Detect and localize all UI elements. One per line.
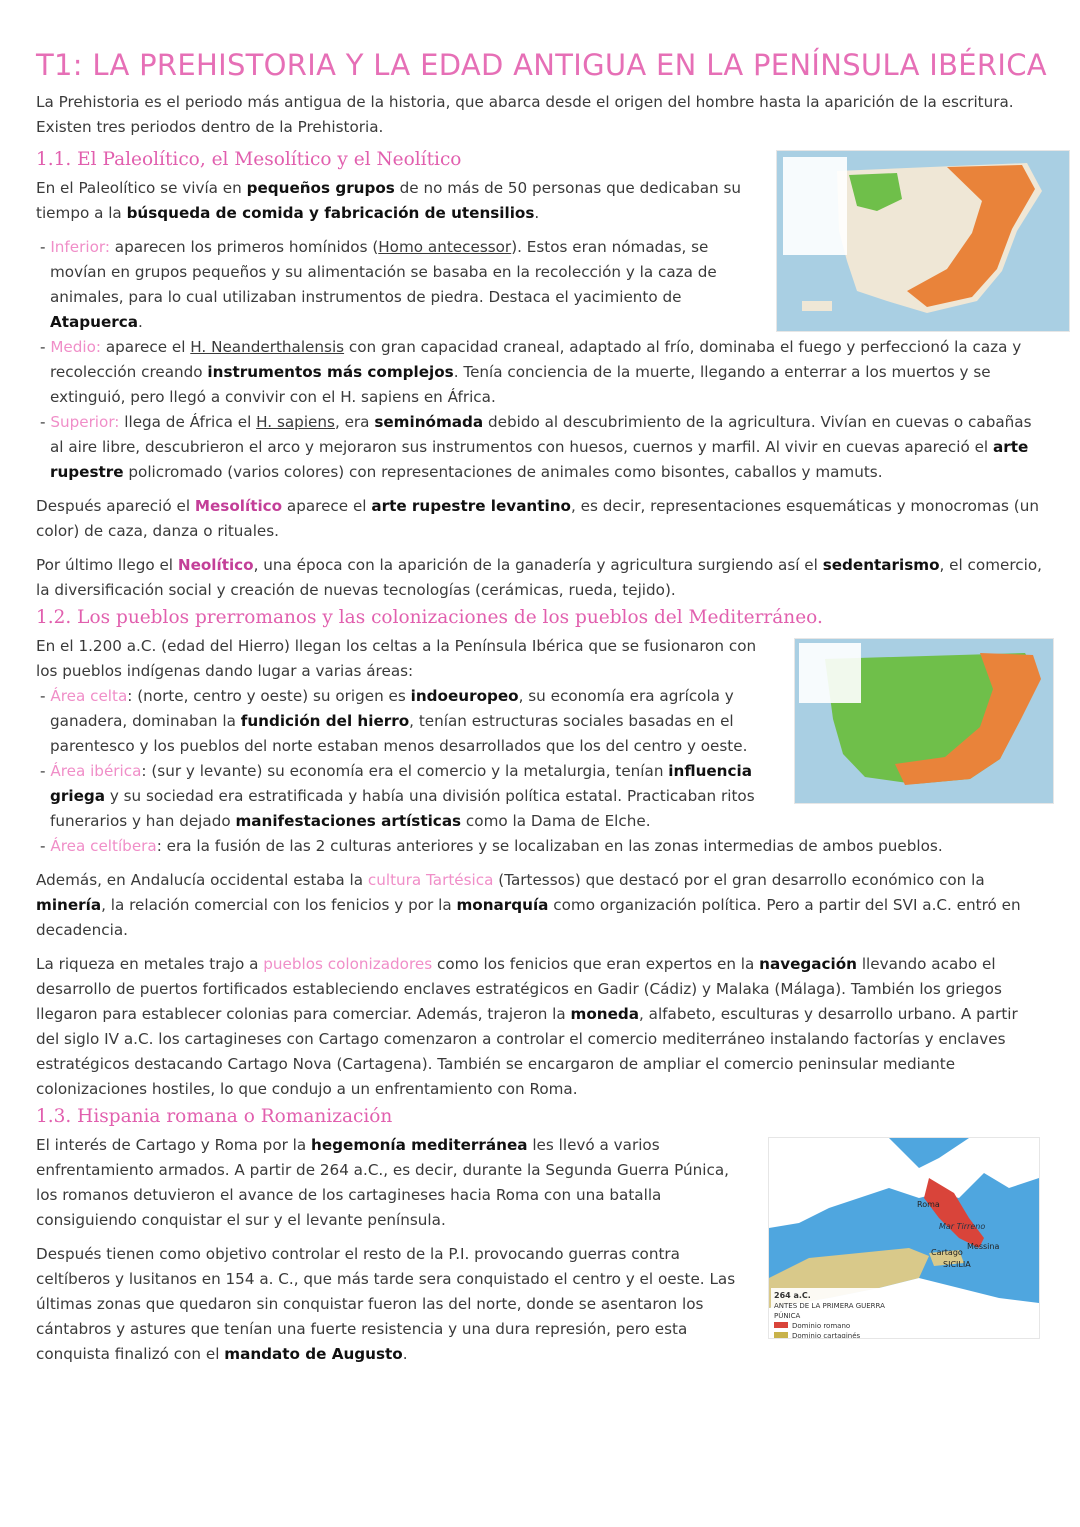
- legend-subtitle: ANTES DE LA PRIMERA GUERRA PÚNICA: [774, 1302, 885, 1320]
- paleolithic-map: [776, 150, 1070, 332]
- list-item-area-iberica: - Área ibérica: (sur y levante) su economía era el comercio y la metalurgia, tenían influencia griega y su sociedad era estratificada y había una división política estatal. Practicaban ritos funerarios y han dejado manifestaciones artísticas como la Dama de Elche.: [40, 762, 755, 830]
- page-title: T1: LA PREHISTORIA Y LA EDAD ANTIGUA EN LA PENÍNSULA IBÉRICA: [36, 48, 1047, 82]
- map-label-cartago: Cartago: [931, 1248, 963, 1257]
- map-label-sicilia: SICILIA: [943, 1260, 971, 1269]
- section-heading-2: 1.2. Los pueblos prerromanos y las colonizaciones de los pueblos del Mediterráneo.: [36, 607, 823, 628]
- colonizers-paragraph: La riqueza en metales trajo a pueblos colonizadores como los fenicios que eran expertos en la navegación llevando acabo el desarrollo de puertos fortificados estableciendo enclaves estratégicos en Gadir (Cádiz) y Malaka (Málaga). También los griegos llegaron para establecer colonias para comerciar. Además, trajeron la moneda, alfabeto, esculturas y desarrollo urbano. A partir del siglo IV a.C. los cartagineses con Cartago comenzaron a controlar el comercio mediterráneo instalando factorías y enclaves estratégicos destacando Cartago Nova (Cartagena). También se encargaron de ampliar el comercio peninsular mediante colonizaciones hostiles, lo que condujo a un enfrentamiento con Roma.: [36, 955, 1018, 1098]
- celts-paragraph: En el 1.200 a.C. (edad del Hierro) llegan los celtas a la Península Ibérica que se fusionaron con los pueblos indígenas dando lugar a varias áreas:: [36, 637, 757, 680]
- prerroman-map: [794, 638, 1054, 804]
- list-item-inferior: - Inferior: aparecen los primeros homínidos (Homo antecessor). Estos eran nómadas, se movían en grupos pequeños y su alimentación se basaba en la recolección y la caza de animales, para lo cual utilizaban instrumentos de piedra. Destaca el yacimiento de Atapuerca.: [40, 238, 717, 331]
- map-label-roma: Roma: [917, 1200, 940, 1209]
- map-label-mar: Mar Tirreno: [939, 1222, 986, 1231]
- punic-map-legend: [771, 1288, 905, 1338]
- neolithic-paragraph: Por último llego el Neolítico, una época con la aparición de la ganadería y agricultura surgiendo así el sedentarismo, el comercio, la diversificación social y creación de nuevas tecnologías (cerámicas, rueda, tejido).: [36, 556, 1042, 599]
- section-heading-1: 1.1. El Paleolítico, el Mesolítico y el Neolítico: [36, 149, 462, 170]
- legend-item-rome: Dominio romano: [774, 1321, 902, 1331]
- list-item-superior: - Superior: llega de África el H. sapiens, era seminómada debido al descubrimiento de la agricultura. Vivían en cuevas o cabañas al aire libre, descubrieron el arco y mejoraron sus instrumentos con huesos, cuernos y marfil. Al vivir en cuevas apareció el arte rupestre policromado (varios colores) con representaciones de animales como bisontes, caballos y mamuts.: [40, 413, 1032, 481]
- conquest-paragraph: Después tienen como objetivo controlar el resto de la P.I. provocando guerras contra celtíberos y lusitanos en 154 a. C., que más tarde sera conquistado el centro y el oeste. Las últimas zonas que quedaron sin conquistar fueron las del norte, donde se asentaron los cántabros y astures que tenían una fuerte resistencia y una dura represión, pero esta conquista finalizó con el mandato de Augusto.: [36, 1245, 736, 1363]
- list-item-medio: - Medio: aparece el H. Neanderthalensis con gran capacidad craneal, adaptado al frío, dominaba el fuego y perfeccionó la caza y recolección creando instrumentos más complejos. Tenía conciencia de la muerte, llegando a enterrar a los muertos y se extinguió, pero llegó a convivir con el H. sapiens en África.: [40, 338, 1022, 406]
- tartessos-paragraph: Además, en Andalucía occidental estaba la cultura Tartésica (Tartessos) que destacó por el gran desarrollo económico con la minería, la relación comercial con los fenicios y por la monarquía como organización política. Pero a partir del SVI a.C. entró en decadencia.: [36, 871, 1021, 939]
- legend-year: 264 a.C.: [774, 1291, 811, 1300]
- section-heading-3: 1.3. Hispania romana o Romanización: [36, 1106, 393, 1127]
- punic-war-map: [768, 1137, 1040, 1339]
- list-item-area-celta: - Área celta: (norte, centro y oeste) su origen es indoeuropeo, su economía era agrícola y ganadera, dominaban la fundición del hierro, tenían estructuras sociales basadas en el parentesco y los pueblos del norte estaban menos desarrollados que los del centro y oeste.: [40, 687, 748, 755]
- map-label-messina: Messina: [967, 1242, 1000, 1251]
- list-item-area-celtibera: - Área celtíbera: era la fusión de las 2 culturas anteriores y se localizaban en las zonas intermedias de ambos pueblos.: [40, 837, 943, 855]
- mesolithic-paragraph: Después apareció el Mesolítico aparece el arte rupestre levantino, es decir, representaciones esquemáticas y monocromas (un color) de caza, danza o rituales.: [36, 497, 1039, 540]
- map-legend: [783, 157, 847, 255]
- paleolithic-paragraph: En el Paleolítico se vivía en pequeños grupos de no más de 50 personas que dedicaban su tiempo a la búsqueda de comida y fabricación de utensilios.: [36, 179, 742, 222]
- hegemony-paragraph: El interés de Cartago y Roma por la hegemonía mediterránea les llevó a varios enfrentamiento armados. A partir de 264 a.C., es decir, durante la Segunda Guerra Púnica, los romanos detuvieron el avance de los cartagineses hacia Roma con una batalla consiguiendo conquistar el sur y el levante península.: [36, 1136, 729, 1229]
- intro-paragraph: La Prehistoria es el periodo más antigua de la historia, que abarca desde el origen del hombre hasta la aparición de la escritura. Existen tres periodos dentro de la Prehistoria.: [36, 93, 1014, 136]
- document-page: [36, 48, 1047, 1376]
- legend-item-carthage: Dominio cartaginés: [774, 1331, 902, 1339]
